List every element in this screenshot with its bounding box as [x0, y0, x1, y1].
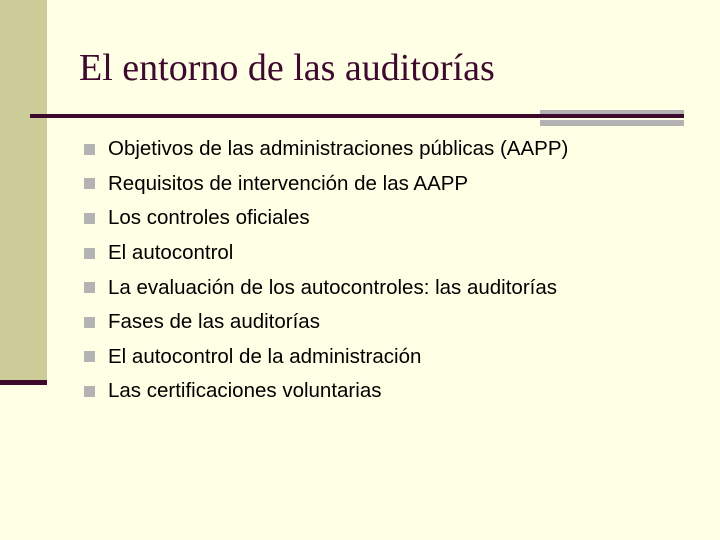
list-item — [84, 374, 568, 409]
bullet-text: Los controles oficiales — [108, 206, 310, 230]
bullet-list — [84, 132, 568, 409]
square-bullet-icon — [84, 213, 95, 224]
square-bullet-icon — [84, 317, 95, 328]
square-bullet-icon — [84, 248, 95, 259]
slide-title: El entorno de las auditorías — [79, 47, 495, 89]
bullet-text: El autocontrol de la administración — [108, 344, 422, 368]
title-rule-accent-bottom — [540, 120, 684, 126]
bullet-text: Fases de las auditorías — [108, 310, 320, 334]
list-item — [84, 132, 568, 167]
list-item — [84, 340, 568, 375]
list-item — [84, 236, 568, 271]
list-item — [84, 305, 568, 340]
bullet-text: La evaluación de los autocontroles: las auditorías — [108, 275, 558, 299]
bullet-text: Requisitos de intervención de las AAPP — [108, 171, 469, 195]
list-item — [84, 201, 568, 236]
bullet-text: Objetivos de las administraciones públicas (AAPP) — [108, 137, 569, 161]
list-item — [84, 270, 568, 305]
square-bullet-icon — [84, 351, 95, 362]
square-bullet-icon — [84, 386, 95, 397]
bullet-text: El autocontrol — [108, 241, 234, 265]
square-bullet-icon — [84, 178, 95, 189]
title-rule — [30, 114, 684, 118]
list-item — [84, 167, 568, 202]
side-band-decoration — [0, 0, 47, 382]
square-bullet-icon — [84, 144, 95, 155]
bullet-text: Las certificaciones voluntarias — [108, 379, 382, 403]
side-band-underline — [0, 380, 47, 385]
square-bullet-icon — [84, 282, 95, 293]
